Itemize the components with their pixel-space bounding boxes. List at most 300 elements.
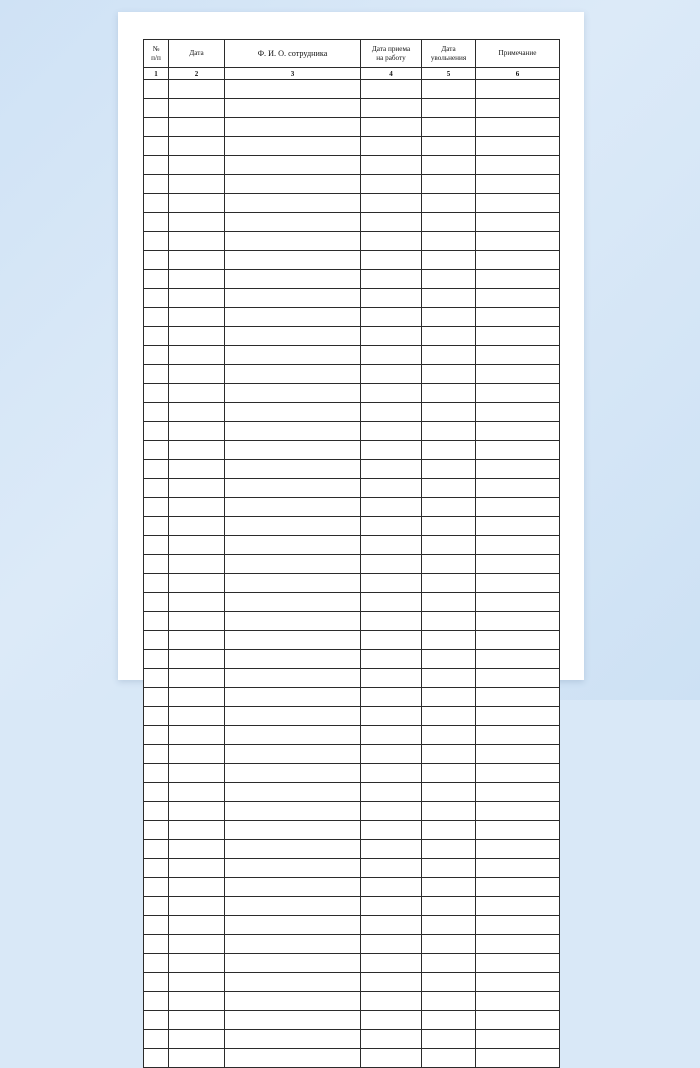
table-cell-empty[interactable] [476, 935, 560, 954]
table-cell-empty[interactable] [422, 270, 476, 289]
table-cell-empty[interactable] [476, 384, 560, 403]
table-cell-empty[interactable] [361, 80, 422, 99]
table-cell-empty[interactable] [169, 441, 225, 460]
table-cell-empty[interactable] [225, 137, 361, 156]
table-cell-empty[interactable] [361, 422, 422, 441]
table-row[interactable] [144, 707, 560, 726]
table-cell-empty[interactable] [476, 156, 560, 175]
table-cell-empty[interactable] [476, 270, 560, 289]
table-cell-empty[interactable] [225, 859, 361, 878]
table-row[interactable] [144, 992, 560, 1011]
table-cell-empty[interactable] [144, 783, 169, 802]
table-cell-empty[interactable] [144, 631, 169, 650]
table-cell-empty[interactable] [225, 631, 361, 650]
table-row[interactable] [144, 954, 560, 973]
table-cell-empty[interactable] [361, 574, 422, 593]
table-cell-empty[interactable] [422, 460, 476, 479]
table-cell-empty[interactable] [476, 536, 560, 555]
table-row[interactable] [144, 669, 560, 688]
table-cell-empty[interactable] [169, 365, 225, 384]
table-cell-empty[interactable] [144, 498, 169, 517]
table-cell-empty[interactable] [422, 384, 476, 403]
table-cell-empty[interactable] [144, 80, 169, 99]
table-cell-empty[interactable] [361, 156, 422, 175]
table-cell-empty[interactable] [144, 194, 169, 213]
table-cell-empty[interactable] [144, 688, 169, 707]
table-cell-empty[interactable] [476, 840, 560, 859]
table-cell-empty[interactable] [169, 916, 225, 935]
table-cell-empty[interactable] [225, 460, 361, 479]
table-cell-empty[interactable] [422, 536, 476, 555]
table-cell-empty[interactable] [144, 954, 169, 973]
table-cell-empty[interactable] [361, 878, 422, 897]
table-cell-empty[interactable] [169, 745, 225, 764]
table-cell-empty[interactable] [225, 479, 361, 498]
table-row[interactable] [144, 289, 560, 308]
table-cell-empty[interactable] [361, 954, 422, 973]
table-cell-empty[interactable] [476, 308, 560, 327]
table-cell-empty[interactable] [361, 232, 422, 251]
table-cell-empty[interactable] [144, 802, 169, 821]
table-cell-empty[interactable] [225, 213, 361, 232]
table-cell-empty[interactable] [476, 422, 560, 441]
table-cell-empty[interactable] [361, 840, 422, 859]
table-row[interactable] [144, 650, 560, 669]
table-cell-empty[interactable] [422, 726, 476, 745]
table-cell-empty[interactable] [144, 1011, 169, 1030]
table-cell-empty[interactable] [169, 80, 225, 99]
table-cell-empty[interactable] [225, 707, 361, 726]
table-cell-empty[interactable] [144, 118, 169, 137]
table-row[interactable] [144, 308, 560, 327]
table-cell-empty[interactable] [361, 859, 422, 878]
table-cell-empty[interactable] [422, 289, 476, 308]
table-cell-empty[interactable] [144, 270, 169, 289]
table-cell-empty[interactable] [225, 973, 361, 992]
table-cell-empty[interactable] [169, 992, 225, 1011]
table-cell-empty[interactable] [225, 308, 361, 327]
table-cell-empty[interactable] [361, 992, 422, 1011]
table-cell-empty[interactable] [422, 859, 476, 878]
table-cell-empty[interactable] [169, 726, 225, 745]
table-cell-empty[interactable] [422, 650, 476, 669]
table-cell-empty[interactable] [225, 992, 361, 1011]
table-cell-empty[interactable] [476, 441, 560, 460]
table-row[interactable] [144, 156, 560, 175]
table-cell-empty[interactable] [144, 479, 169, 498]
table-cell-empty[interactable] [169, 251, 225, 270]
table-cell-empty[interactable] [422, 441, 476, 460]
table-cell-empty[interactable] [144, 669, 169, 688]
table-cell-empty[interactable] [476, 821, 560, 840]
table-cell-empty[interactable] [422, 213, 476, 232]
table-cell-empty[interactable] [422, 897, 476, 916]
table-cell-empty[interactable] [169, 422, 225, 441]
table-cell-empty[interactable] [225, 251, 361, 270]
table-cell-empty[interactable] [422, 1011, 476, 1030]
table-cell-empty[interactable] [476, 726, 560, 745]
table-cell-empty[interactable] [361, 707, 422, 726]
table-cell-empty[interactable] [169, 327, 225, 346]
table-cell-empty[interactable] [225, 365, 361, 384]
table-cell-empty[interactable] [476, 327, 560, 346]
table-cell-empty[interactable] [476, 707, 560, 726]
table-cell-empty[interactable] [476, 1011, 560, 1030]
table-cell-empty[interactable] [169, 156, 225, 175]
table-cell-empty[interactable] [422, 878, 476, 897]
table-cell-empty[interactable] [144, 821, 169, 840]
table-cell-empty[interactable] [144, 232, 169, 251]
table-row[interactable] [144, 251, 560, 270]
table-cell-empty[interactable] [169, 593, 225, 612]
table-cell-empty[interactable] [476, 346, 560, 365]
table-cell-empty[interactable] [169, 859, 225, 878]
table-cell-empty[interactable] [422, 802, 476, 821]
table-cell-empty[interactable] [476, 859, 560, 878]
table-cell-empty[interactable] [422, 669, 476, 688]
table-row[interactable] [144, 973, 560, 992]
table-cell-empty[interactable] [361, 897, 422, 916]
table-cell-empty[interactable] [169, 118, 225, 137]
table-cell-empty[interactable] [361, 764, 422, 783]
table-cell-empty[interactable] [476, 213, 560, 232]
table-cell-empty[interactable] [225, 783, 361, 802]
table-cell-empty[interactable] [169, 1049, 225, 1068]
table-cell-empty[interactable] [144, 137, 169, 156]
table-cell-empty[interactable] [361, 517, 422, 536]
table-cell-empty[interactable] [144, 422, 169, 441]
table-cell-empty[interactable] [422, 251, 476, 270]
table-cell-empty[interactable] [422, 498, 476, 517]
table-cell-empty[interactable] [169, 555, 225, 574]
table-cell-empty[interactable] [144, 726, 169, 745]
table-cell-empty[interactable] [225, 612, 361, 631]
table-cell-empty[interactable] [169, 175, 225, 194]
table-row[interactable] [144, 726, 560, 745]
table-cell-empty[interactable] [225, 935, 361, 954]
table-cell-empty[interactable] [361, 403, 422, 422]
table-cell-empty[interactable] [144, 1030, 169, 1049]
table-cell-empty[interactable] [169, 270, 225, 289]
table-cell-empty[interactable] [169, 802, 225, 821]
table-cell-empty[interactable] [476, 650, 560, 669]
table-cell-empty[interactable] [169, 213, 225, 232]
table-cell-empty[interactable] [422, 954, 476, 973]
table-cell-empty[interactable] [225, 688, 361, 707]
table-cell-empty[interactable] [422, 612, 476, 631]
table-cell-empty[interactable] [169, 403, 225, 422]
table-cell-empty[interactable] [144, 840, 169, 859]
table-row[interactable] [144, 441, 560, 460]
table-cell-empty[interactable] [144, 99, 169, 118]
table-cell-empty[interactable] [476, 137, 560, 156]
table-cell-empty[interactable] [476, 593, 560, 612]
table-cell-empty[interactable] [169, 650, 225, 669]
table-cell-empty[interactable] [169, 498, 225, 517]
table-cell-empty[interactable] [476, 251, 560, 270]
table-cell-empty[interactable] [361, 935, 422, 954]
table-cell-empty[interactable] [169, 574, 225, 593]
table-cell-empty[interactable] [361, 973, 422, 992]
table-cell-empty[interactable] [476, 289, 560, 308]
table-cell-empty[interactable] [144, 536, 169, 555]
table-cell-empty[interactable] [225, 232, 361, 251]
table-cell-empty[interactable] [225, 1030, 361, 1049]
table-cell-empty[interactable] [144, 308, 169, 327]
table-cell-empty[interactable] [225, 517, 361, 536]
table-cell-empty[interactable] [361, 213, 422, 232]
table-cell-empty[interactable] [361, 194, 422, 213]
table-cell-empty[interactable] [361, 479, 422, 498]
table-cell-empty[interactable] [422, 707, 476, 726]
table-row[interactable] [144, 1030, 560, 1049]
table-cell-empty[interactable] [476, 80, 560, 99]
table-cell-empty[interactable] [361, 631, 422, 650]
table-cell-empty[interactable] [225, 745, 361, 764]
table-cell-empty[interactable] [225, 555, 361, 574]
table-row[interactable] [144, 422, 560, 441]
table-row[interactable] [144, 878, 560, 897]
table-cell-empty[interactable] [361, 1011, 422, 1030]
table-cell-empty[interactable] [476, 631, 560, 650]
table-cell-empty[interactable] [144, 517, 169, 536]
table-row[interactable] [144, 175, 560, 194]
table-cell-empty[interactable] [422, 403, 476, 422]
table-cell-empty[interactable] [169, 232, 225, 251]
table-cell-empty[interactable] [361, 308, 422, 327]
table-cell-empty[interactable] [225, 536, 361, 555]
table-cell-empty[interactable] [225, 498, 361, 517]
table-row[interactable] [144, 783, 560, 802]
table-cell-empty[interactable] [169, 840, 225, 859]
table-row[interactable] [144, 384, 560, 403]
table-cell-empty[interactable] [225, 118, 361, 137]
table-cell-empty[interactable] [422, 574, 476, 593]
table-row[interactable] [144, 612, 560, 631]
table-cell-empty[interactable] [144, 878, 169, 897]
table-row[interactable] [144, 517, 560, 536]
table-cell-empty[interactable] [476, 688, 560, 707]
table-row[interactable] [144, 764, 560, 783]
table-cell-empty[interactable] [225, 403, 361, 422]
table-row[interactable] [144, 99, 560, 118]
table-cell-empty[interactable] [422, 517, 476, 536]
table-cell-empty[interactable] [422, 688, 476, 707]
table-cell-empty[interactable] [169, 631, 225, 650]
table-row[interactable] [144, 327, 560, 346]
table-cell-empty[interactable] [225, 593, 361, 612]
table-row[interactable] [144, 498, 560, 517]
table-cell-empty[interactable] [169, 99, 225, 118]
table-cell-empty[interactable] [144, 897, 169, 916]
table-cell-empty[interactable] [169, 460, 225, 479]
table-cell-empty[interactable] [422, 783, 476, 802]
table-row[interactable] [144, 118, 560, 137]
table-cell-empty[interactable] [144, 992, 169, 1011]
table-cell-empty[interactable] [144, 973, 169, 992]
table-cell-empty[interactable] [225, 821, 361, 840]
table-cell-empty[interactable] [361, 384, 422, 403]
table-cell-empty[interactable] [422, 555, 476, 574]
table-cell-empty[interactable] [144, 441, 169, 460]
table-cell-empty[interactable] [225, 156, 361, 175]
table-cell-empty[interactable] [169, 669, 225, 688]
table-cell-empty[interactable] [225, 175, 361, 194]
table-row[interactable] [144, 536, 560, 555]
table-row[interactable] [144, 802, 560, 821]
table-cell-empty[interactable] [361, 1049, 422, 1068]
table-cell-empty[interactable] [476, 555, 560, 574]
table-cell-empty[interactable] [144, 175, 169, 194]
table-cell-empty[interactable] [169, 517, 225, 536]
table-cell-empty[interactable] [476, 365, 560, 384]
table-cell-empty[interactable] [476, 783, 560, 802]
table-cell-empty[interactable] [476, 992, 560, 1011]
table-cell-empty[interactable] [225, 916, 361, 935]
table-row[interactable] [144, 555, 560, 574]
table-cell-empty[interactable] [361, 118, 422, 137]
table-cell-empty[interactable] [169, 954, 225, 973]
table-cell-empty[interactable] [361, 745, 422, 764]
table-cell-empty[interactable] [225, 1049, 361, 1068]
table-cell-empty[interactable] [144, 1049, 169, 1068]
table-cell-empty[interactable] [144, 612, 169, 631]
table-row[interactable] [144, 1011, 560, 1030]
table-row[interactable] [144, 897, 560, 916]
table-cell-empty[interactable] [422, 1030, 476, 1049]
table-row[interactable] [144, 1049, 560, 1068]
table-cell-empty[interactable] [169, 612, 225, 631]
table-row[interactable] [144, 80, 560, 99]
table-cell-empty[interactable] [225, 802, 361, 821]
table-cell-empty[interactable] [169, 289, 225, 308]
table-row[interactable] [144, 631, 560, 650]
table-cell-empty[interactable] [476, 460, 560, 479]
table-cell-empty[interactable] [144, 764, 169, 783]
table-cell-empty[interactable] [476, 517, 560, 536]
table-row[interactable] [144, 403, 560, 422]
table-row[interactable] [144, 194, 560, 213]
table-cell-empty[interactable] [422, 764, 476, 783]
table-cell-empty[interactable] [169, 897, 225, 916]
table-row[interactable] [144, 346, 560, 365]
table-cell-empty[interactable] [225, 669, 361, 688]
table-cell-empty[interactable] [144, 935, 169, 954]
table-cell-empty[interactable] [169, 346, 225, 365]
table-cell-empty[interactable] [169, 688, 225, 707]
table-cell-empty[interactable] [169, 783, 225, 802]
table-cell-empty[interactable] [361, 346, 422, 365]
table-cell-empty[interactable] [144, 213, 169, 232]
table-cell-empty[interactable] [361, 802, 422, 821]
table-cell-empty[interactable] [361, 783, 422, 802]
table-cell-empty[interactable] [422, 327, 476, 346]
table-row[interactable] [144, 232, 560, 251]
table-cell-empty[interactable] [144, 460, 169, 479]
table-cell-empty[interactable] [144, 650, 169, 669]
table-cell-empty[interactable] [476, 194, 560, 213]
table-row[interactable] [144, 688, 560, 707]
table-row[interactable] [144, 574, 560, 593]
table-row[interactable] [144, 137, 560, 156]
table-row[interactable] [144, 916, 560, 935]
table-cell-empty[interactable] [225, 954, 361, 973]
table-cell-empty[interactable] [476, 764, 560, 783]
table-cell-empty[interactable] [361, 251, 422, 270]
table-cell-empty[interactable] [476, 897, 560, 916]
table-cell-empty[interactable] [225, 99, 361, 118]
table-cell-empty[interactable] [169, 194, 225, 213]
table-cell-empty[interactable] [169, 973, 225, 992]
table-cell-empty[interactable] [476, 403, 560, 422]
table-cell-empty[interactable] [144, 156, 169, 175]
table-cell-empty[interactable] [476, 1049, 560, 1068]
table-cell-empty[interactable] [144, 745, 169, 764]
table-cell-empty[interactable] [169, 384, 225, 403]
table-cell-empty[interactable] [169, 764, 225, 783]
table-cell-empty[interactable] [422, 1049, 476, 1068]
table-cell-empty[interactable] [361, 175, 422, 194]
table-cell-empty[interactable] [476, 118, 560, 137]
table-cell-empty[interactable] [422, 745, 476, 764]
table-cell-empty[interactable] [225, 289, 361, 308]
table-cell-empty[interactable] [361, 669, 422, 688]
table-cell-empty[interactable] [225, 441, 361, 460]
table-row[interactable] [144, 840, 560, 859]
table-cell-empty[interactable] [422, 232, 476, 251]
table-cell-empty[interactable] [169, 878, 225, 897]
table-cell-empty[interactable] [225, 327, 361, 346]
table-cell-empty[interactable] [422, 118, 476, 137]
table-cell-empty[interactable] [225, 422, 361, 441]
table-cell-empty[interactable] [422, 593, 476, 612]
table-cell-empty[interactable] [169, 308, 225, 327]
table-cell-empty[interactable] [144, 365, 169, 384]
table-cell-empty[interactable] [476, 669, 560, 688]
table-cell-empty[interactable] [422, 973, 476, 992]
table-cell-empty[interactable] [476, 612, 560, 631]
table-cell-empty[interactable] [169, 536, 225, 555]
table-row[interactable] [144, 745, 560, 764]
table-cell-empty[interactable] [144, 916, 169, 935]
table-cell-empty[interactable] [476, 802, 560, 821]
table-cell-empty[interactable] [361, 365, 422, 384]
table-cell-empty[interactable] [361, 137, 422, 156]
table-row[interactable] [144, 365, 560, 384]
table-cell-empty[interactable] [225, 80, 361, 99]
table-cell-empty[interactable] [422, 935, 476, 954]
table-cell-empty[interactable] [361, 650, 422, 669]
table-row[interactable] [144, 593, 560, 612]
table-cell-empty[interactable] [144, 555, 169, 574]
table-cell-empty[interactable] [144, 593, 169, 612]
table-cell-empty[interactable] [144, 574, 169, 593]
table-cell-empty[interactable] [361, 726, 422, 745]
table-row[interactable] [144, 479, 560, 498]
table-cell-empty[interactable] [169, 137, 225, 156]
table-cell-empty[interactable] [422, 194, 476, 213]
table-cell-empty[interactable] [169, 1011, 225, 1030]
table-cell-empty[interactable] [169, 1030, 225, 1049]
table-row[interactable] [144, 859, 560, 878]
table-cell-empty[interactable] [144, 403, 169, 422]
table-cell-empty[interactable] [225, 726, 361, 745]
table-cell-empty[interactable] [476, 973, 560, 992]
table-cell-empty[interactable] [144, 384, 169, 403]
table-cell-empty[interactable] [169, 479, 225, 498]
table-cell-empty[interactable] [422, 821, 476, 840]
table-cell-empty[interactable] [361, 536, 422, 555]
